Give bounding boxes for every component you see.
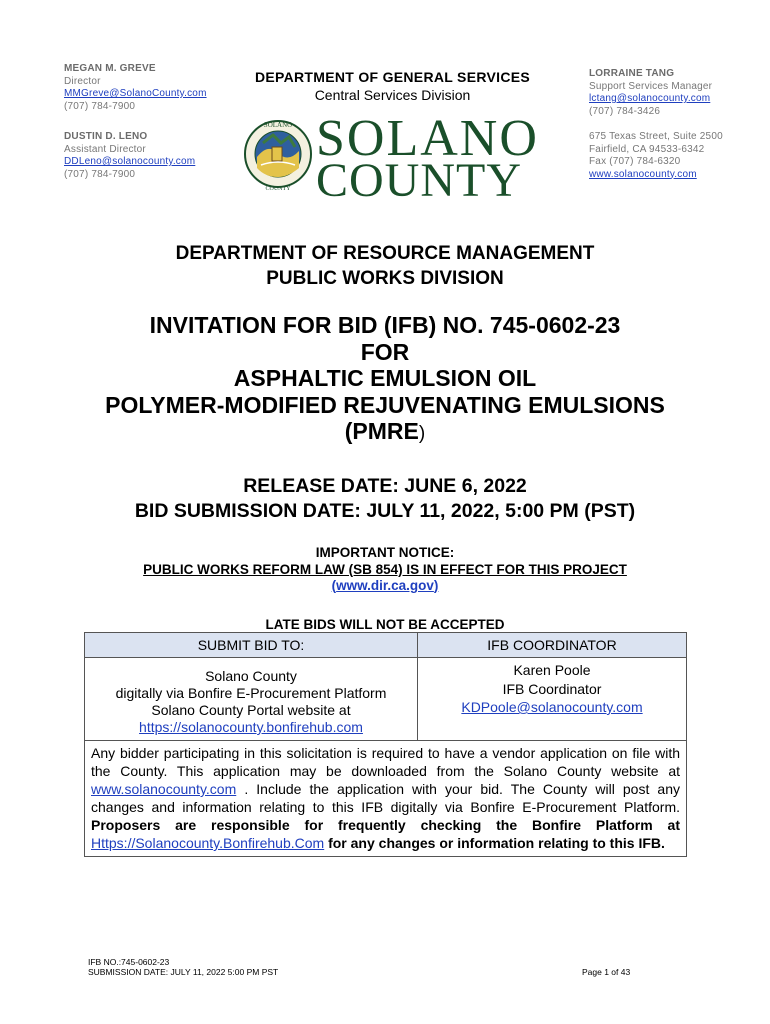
support-manager-phone: (707) 784-3426	[589, 105, 661, 117]
para-text-2: . Include the application with your bid. The County will post any changes and information relating to this IFB digitally via Bonfire E-Procurement Platform.	[91, 781, 680, 815]
submit-line-county: Solano County	[205, 668, 297, 684]
assistant-director-contact	[64, 131, 264, 181]
submit-bid-header: SUBMIT BID TO:	[85, 633, 418, 658]
director-contact	[64, 63, 264, 113]
footer-ifb-number: IFB NO.:745-0602-23	[88, 957, 170, 967]
seal-top-text: SOLANO	[263, 121, 293, 129]
dir-link-close: )	[433, 578, 439, 593]
para-bonfire-link[interactable]: Https://Solanocounty.Bonfirehub.Com	[91, 835, 325, 851]
late-bids-notice: LATE BIDS WILL NOT BE ACCEPTED	[265, 617, 505, 632]
para-bold-1: Proposers are responsible for frequently checking the Bonfire Platform at	[91, 817, 680, 833]
logo-solano-text: SOLANO	[316, 110, 539, 167]
assistant-director-name: DUSTIN D. LENO	[64, 131, 148, 142]
seal-bottom-text: COUNTY	[265, 186, 291, 192]
address-line-2: Fairfield, CA 94533-6342	[589, 143, 705, 155]
logo-county-text: COUNTY	[316, 154, 522, 207]
assistant-director-title: Assistant Director	[64, 143, 146, 155]
coordinator-title: IFB Coordinator	[502, 680, 602, 697]
solano-county-logo	[243, 110, 539, 209]
central-services-division: Central Services Division	[314, 87, 471, 103]
notice-title: IMPORTANT NOTICE:	[315, 545, 455, 560]
assistant-director-email-link[interactable]: DDLeno@solanocounty.com	[64, 156, 196, 167]
ifb-title-line2: FOR	[360, 338, 410, 365]
para-text-1: Any bidder participating in this solicitation is required to have a vendor application on file with the County. This application may be downloaded from the Solano County website at	[91, 745, 680, 779]
ifb-title-line3: ASPHALTIC EMULSION OIL	[233, 365, 537, 391]
county-website-link[interactable]: www.solanocounty.com	[589, 168, 697, 180]
reform-law-notice: PUBLIC WORKS REFORM LAW (SB 854) IS IN EFFECT FOR THIS PROJECT	[143, 561, 627, 577]
director-name: MEGAN M. GREVE	[64, 63, 156, 74]
support-manager-title: Support Services Manager	[589, 80, 713, 92]
important-notice	[0, 545, 770, 595]
address-line-1: 675 Texas Street, Suite 2500	[589, 131, 723, 142]
fax-number: Fax (707) 784-6320	[589, 156, 681, 167]
footer-left	[88, 957, 388, 977]
ifb-coordinator-header: IFB COORDINATOR	[418, 633, 687, 658]
bid-submission-table	[84, 632, 687, 857]
ifb-title-line5	[0, 418, 770, 448]
footer-submission-date: SUBMISSION DATE: JULY 11, 2022 5:00 PM PST	[88, 967, 279, 977]
release-date: RELEASE DATE: JUNE 6, 2022	[243, 475, 527, 497]
para-bold-2: for any changes or information relating to this IFB.	[324, 835, 665, 851]
para-website-link[interactable]: www.solanocounty.com	[91, 781, 237, 797]
page-number: Page 1 of 43	[582, 967, 631, 977]
submit-line-bonfire: digitally via Bonfire E-Procurement Platform	[115, 685, 387, 701]
coordinator-cell	[418, 658, 687, 741]
support-manager-email-link[interactable]: lctang@solanocounty.com	[589, 93, 711, 104]
vendor-application-paragraph	[85, 741, 687, 857]
director-phone: (707) 784-7900	[64, 100, 136, 112]
assistant-director-phone: (707) 784-7900	[64, 168, 136, 180]
dept-general-services	[240, 69, 545, 103]
ifb-title-block	[0, 312, 770, 448]
coordinator-email-link[interactable]: KDPoole@solanocounty.com	[461, 699, 643, 715]
director-title: Director	[64, 75, 101, 87]
dept-heading-line1: DEPARTMENT OF RESOURCE MANAGEMENT	[175, 243, 595, 264]
county-seal-icon	[243, 113, 313, 197]
ifb-title-line1: INVITATION FOR BID (IFB) NO. 745-0602-23	[149, 312, 621, 338]
pmre-label: (PMRE	[344, 418, 419, 444]
pmre-close-paren: )	[418, 423, 426, 444]
dept-general-services-title: DEPARTMENT OF GENERAL SERVICES	[254, 69, 531, 85]
director-email-link[interactable]: MMGreve@SolanoCounty.com	[64, 88, 207, 99]
ifb-title-line4: POLYMER-MODIFIED REJUVENATING EMULSIONS	[105, 391, 665, 418]
coordinator-name: Karen Poole	[513, 662, 591, 678]
dir-ca-gov-link[interactable]: www.dir.ca.gov	[336, 578, 434, 593]
submit-line-portal: Solano County Portal website at	[151, 702, 351, 718]
support-manager-contact	[589, 68, 759, 118]
dept-heading-line2: PUBLIC WORKS DIVISION	[266, 268, 504, 289]
resource-management-heading	[0, 241, 770, 291]
bonfire-portal-link[interactable]: https://solanocounty.bonfirehub.com	[139, 719, 363, 735]
bid-submission-date: BID SUBMISSION DATE: JULY 11, 2022, 5:00 PM (PST)	[134, 500, 636, 522]
dir-link-open: (	[331, 578, 337, 593]
support-manager-name: LORRAINE TANG	[589, 68, 675, 79]
office-address	[589, 131, 759, 181]
submit-bid-cell	[85, 658, 418, 741]
dates-block	[0, 474, 770, 524]
